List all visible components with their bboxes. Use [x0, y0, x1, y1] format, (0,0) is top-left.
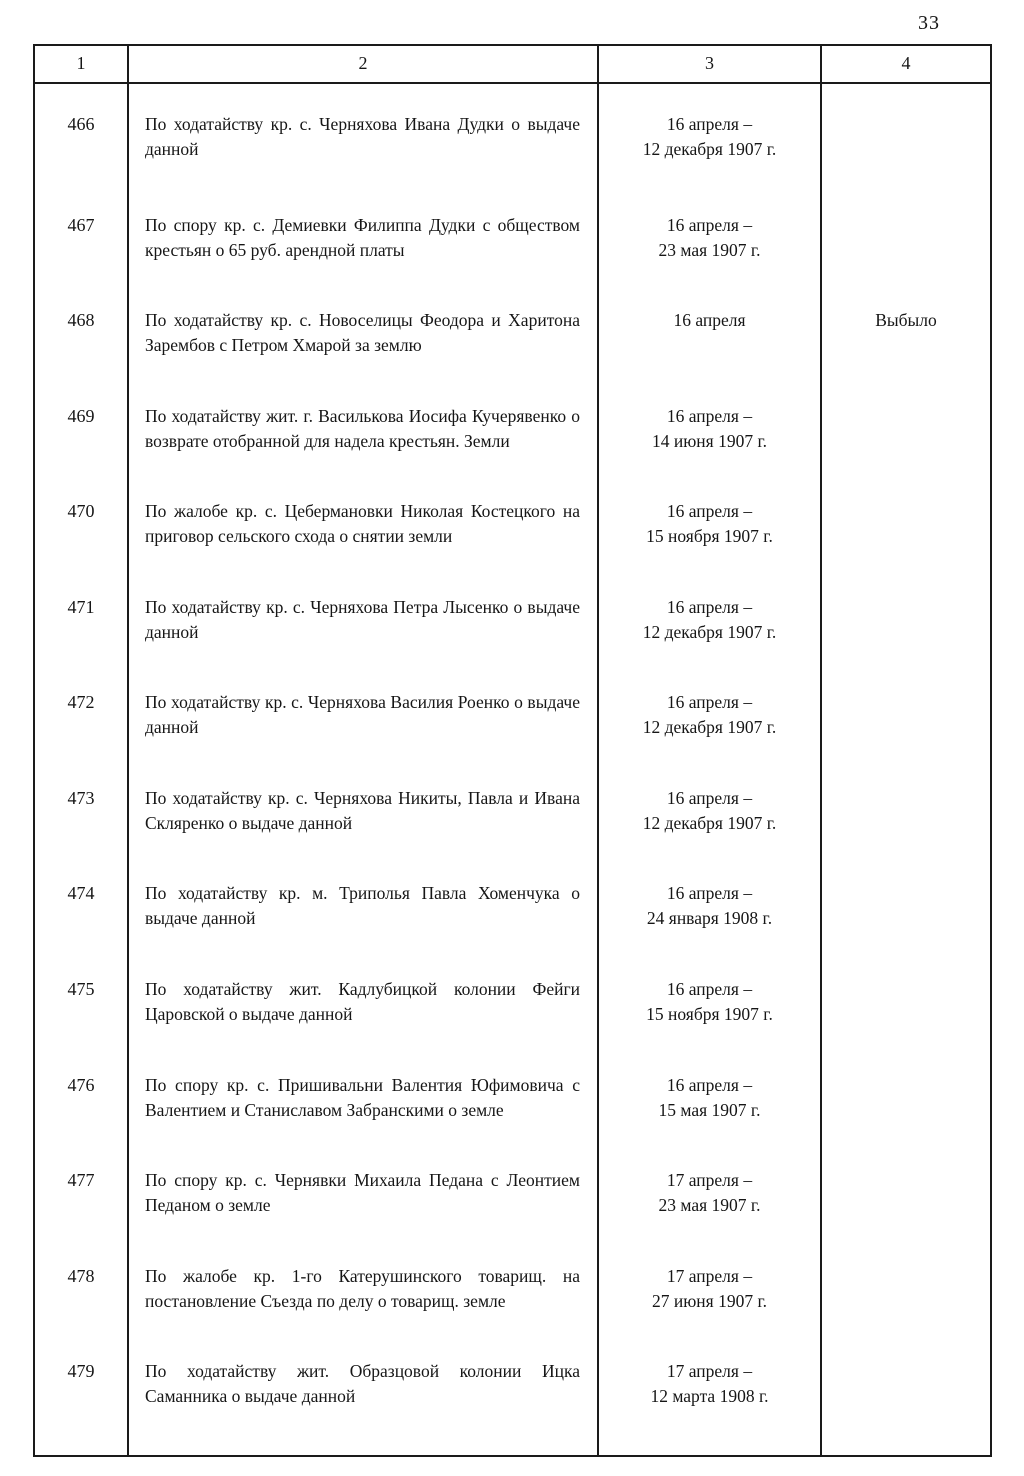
case-number-cell [34, 83, 128, 213]
table-row [34, 595, 991, 691]
case-dates-cell [598, 213, 821, 309]
column-header-3: 3 [598, 45, 821, 83]
case-note-cell [821, 977, 991, 1073]
case-number: 470 [67, 501, 95, 522]
date-start: 17 апреля – [666, 1170, 753, 1191]
case-description: По спору кр. с. Чернявки Михаила Педана с Леонтием Педаном о земле [145, 1170, 580, 1216]
case-dates-cell [598, 977, 821, 1073]
case-number-cell [34, 1168, 128, 1264]
table-row [34, 83, 991, 213]
case-description-cell [128, 213, 598, 309]
case-number-cell [34, 786, 128, 882]
case-description: По ходатайству кр. с. Черняхова Петра Лысенко о выдаче данной [145, 596, 580, 642]
case-description-cell [128, 786, 598, 882]
case-note-cell [821, 595, 991, 691]
case-number-cell [34, 499, 128, 595]
case-number-cell [34, 595, 128, 691]
table-row [34, 213, 991, 309]
case-dates-cell [598, 404, 821, 500]
case-dates-cell [598, 499, 821, 595]
table-row [34, 1073, 991, 1169]
note: Выбыло [875, 310, 937, 331]
case-number: 479 [67, 1361, 95, 1382]
page-number: 33 [918, 12, 940, 34]
date-end: 12 декабря 1907 г. [642, 812, 777, 833]
case-description-cell [128, 881, 598, 977]
table-row [34, 1359, 991, 1456]
case-number: 472 [67, 692, 95, 713]
date-end: 12 декабря 1907 г. [642, 621, 777, 642]
case-number-cell [34, 308, 128, 404]
case-note-cell [821, 1073, 991, 1169]
case-number-cell [34, 1073, 128, 1169]
case-description: По ходатайству жит. Кадлубицкой колонии Фейги Царовской о выдаче данной [145, 979, 580, 1024]
date-start: 16 апреля – [666, 979, 753, 999]
date-start: 16 апреля – [666, 692, 753, 713]
case-description-cell [128, 1264, 598, 1360]
date-start: 16 апреля – [666, 501, 753, 522]
date-start: 16 апреля [673, 310, 746, 331]
case-dates-cell [598, 1073, 821, 1169]
date-start: 16 апреля – [666, 596, 753, 617]
table-row [34, 404, 991, 500]
case-description: По ходатайству кр. с. Черняхова Василия Роенко о выдаче данной [145, 692, 580, 738]
table-row [34, 881, 991, 977]
case-description: По ходатайству кр. м. Триполья Павла Хоменчука о выдаче данной [145, 883, 580, 929]
case-note-cell [821, 83, 991, 213]
case-note-cell [821, 404, 991, 500]
date-start: 16 апреля – [666, 405, 753, 426]
date-start: 17 апреля – [666, 1265, 753, 1286]
case-description-cell [128, 308, 598, 404]
date-end: 27 июня 1907 г. [651, 1290, 768, 1311]
case-note-cell [821, 1359, 991, 1456]
case-number: 476 [67, 1074, 95, 1095]
case-number-cell [34, 1359, 128, 1456]
case-dates-cell [598, 308, 821, 404]
case-description-cell [128, 1359, 598, 1456]
column-header-1: 1 [34, 45, 128, 83]
case-description-cell [128, 404, 598, 500]
case-note-cell [821, 1168, 991, 1264]
case-description: По ходатайству кр. с. Черняхова Никиты, Павла и Ивана Скляренко о выдаче данной [145, 787, 580, 833]
date-end: 15 ноября 1907 г. [646, 1004, 773, 1024]
case-dates-cell [598, 881, 821, 977]
case-note-cell [821, 499, 991, 595]
case-description-cell [128, 977, 598, 1073]
column-header-2: 2 [128, 45, 598, 83]
case-dates-cell [598, 690, 821, 786]
case-dates-cell [598, 1168, 821, 1264]
case-description-cell [128, 595, 598, 691]
date-end: 24 января 1908 г. [646, 908, 773, 929]
case-description-cell [128, 1168, 598, 1264]
case-description: По ходатайству жит. г. Василькова Иосифа Кучерявенко о возврате отобранной для надела крестьян. Земли [145, 405, 580, 451]
table-row [34, 786, 991, 882]
case-description: По жалобе кр. с. Цебермановки Николая Костецкого на приговор сельского схода о снятии земли [145, 501, 580, 547]
date-end: 12 декабря 1907 г. [642, 717, 777, 738]
date-end: 15 мая 1907 г. [658, 1099, 761, 1120]
table-row [34, 308, 991, 404]
case-dates-cell [598, 1264, 821, 1360]
case-description-cell [128, 83, 598, 213]
case-description-cell [128, 690, 598, 786]
case-number-cell [34, 881, 128, 977]
date-end: 12 марта 1908 г. [650, 1386, 769, 1407]
table-row [34, 499, 991, 595]
date-start: 16 апреля – [666, 114, 753, 134]
date-end: 14 июня 1907 г. [651, 430, 768, 451]
date-end: 15 ноября 1907 г. [646, 526, 773, 547]
date-start: 17 апреля – [666, 1361, 753, 1382]
case-description: По ходатайству кр. с. Новоселицы Феодора и Харитона Зарембов с Петром Хмарой за землю [145, 310, 580, 356]
case-dates-cell [598, 595, 821, 691]
table-row [34, 1264, 991, 1360]
case-note-cell [821, 881, 991, 977]
case-number: 466 [67, 114, 95, 134]
case-number-cell [34, 690, 128, 786]
case-note-cell [821, 1264, 991, 1360]
case-description: По ходатайству жит. Образцовой колонии Ицка Саманника о выдаче данной [145, 1361, 580, 1407]
table-row [34, 977, 991, 1073]
case-description-cell [128, 1073, 598, 1169]
case-description: По ходатайству кр. с. Черняхова Ивана Дудки о выдаче данной [145, 114, 580, 159]
date-end: 12 декабря 1907 г. [642, 139, 777, 159]
case-number: 478 [67, 1265, 95, 1286]
case-note-cell [821, 213, 991, 309]
case-description-cell [128, 499, 598, 595]
case-number: 471 [67, 596, 95, 617]
case-number-cell [34, 1264, 128, 1360]
case-note-cell [821, 786, 991, 882]
table-row [34, 690, 991, 786]
case-dates-cell [598, 786, 821, 882]
table-body [34, 83, 991, 1456]
date-start: 16 апреля – [666, 214, 753, 235]
date-start: 16 апреля – [666, 1074, 753, 1095]
date-start: 16 апреля – [666, 883, 753, 904]
case-description: По спору кр. с. Демиевки Филиппа Дудки с обществом крестьян о 65 руб. арендной платы [145, 214, 580, 260]
case-description: По жалобе кр. 1-го Катерушинского товарищ. на постановление Съезда по делу о товарищ. земле [145, 1265, 580, 1311]
case-number: 473 [67, 787, 95, 808]
case-number-cell [34, 213, 128, 309]
case-number: 475 [67, 979, 95, 999]
date-end: 23 мая 1907 г. [658, 239, 761, 260]
case-number: 477 [67, 1170, 95, 1191]
date-start: 16 апреля – [666, 787, 753, 808]
column-header-4: 4 [821, 45, 991, 83]
case-description: По спору кр. с. Пришивальни Валентия Юфимовича с Валентием и Станиславом Забранскими о земле [145, 1074, 580, 1120]
case-note-cell [821, 308, 991, 404]
case-note-cell [821, 690, 991, 786]
case-number: 468 [67, 310, 95, 331]
table-row [34, 1168, 991, 1264]
case-dates-cell [598, 1359, 821, 1456]
case-number: 469 [67, 405, 95, 426]
case-number-cell [34, 404, 128, 500]
register-table [33, 44, 992, 1457]
header-row [34, 45, 991, 83]
case-number: 474 [67, 883, 95, 904]
date-end: 23 мая 1907 г. [658, 1195, 761, 1216]
case-number: 467 [67, 214, 95, 235]
case-dates-cell [598, 83, 821, 213]
case-number-cell [34, 977, 128, 1073]
